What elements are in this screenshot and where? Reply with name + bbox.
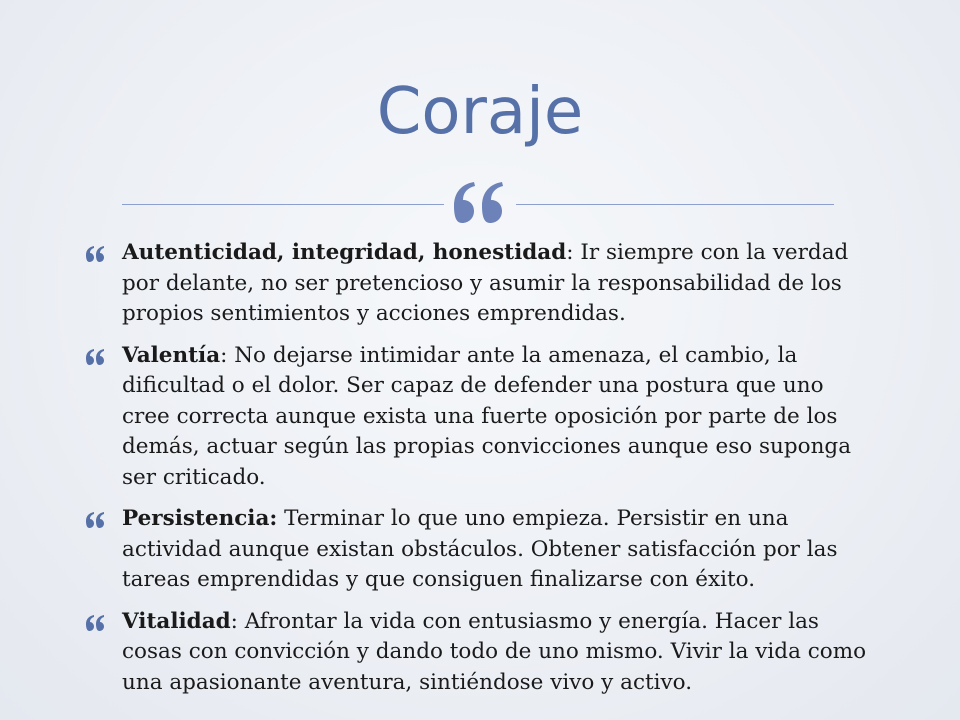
slide-title: Coraje xyxy=(376,75,584,149)
item-term: Vitalidad xyxy=(122,608,231,634)
list-item xyxy=(84,607,874,699)
quote-bullet-icon xyxy=(84,245,114,263)
list-item xyxy=(84,504,874,596)
bullet-list xyxy=(84,238,874,709)
item-term: Autenticidad, integridad, honestidad xyxy=(122,240,567,265)
divider-line-left xyxy=(122,204,444,205)
item-term: Valentía xyxy=(122,342,221,368)
quote-bullet-icon xyxy=(84,614,114,632)
item-separator: : xyxy=(220,342,228,368)
item-text: Ir siempre con la verdad por delante, no ser pretencioso y asumir la responsabilidad de los propios sentimientos y acciones emprendidas. xyxy=(122,240,849,326)
item-text: No dejarse intimidar ante la amenaza, el cambio, la dificultad o el dolor. Ser capaz de defender una postura que uno cree correcta aunque exista una fuerte oposición por parte de los demás, actuar según las propias convicciones aunque eso suponga ser criticado. xyxy=(122,342,852,490)
quote-bullet-icon xyxy=(84,348,114,366)
quote-bullet-icon xyxy=(84,511,114,529)
item-term: Persistencia: xyxy=(122,506,278,531)
item-text: Afrontar la vida con entusiasmo y energía. Hacer las cosas con convicción y dando todo de uno mismo. Vivir la vida como una apasionante aventura, sintiéndose vivo y activo. xyxy=(122,608,867,695)
quote-mark-icon xyxy=(446,176,512,228)
list-item xyxy=(84,341,874,494)
item-text: Terminar lo que uno empieza. Persistir en una actividad aunque existan obstáculos. Obtener satisfacción por las tareas emprendidas y que consiguen finalizarse con éxito. xyxy=(122,506,838,592)
list-item xyxy=(84,238,874,330)
item-separator: : xyxy=(230,608,238,634)
divider-line-right xyxy=(516,204,834,205)
item-separator: : xyxy=(566,240,574,265)
